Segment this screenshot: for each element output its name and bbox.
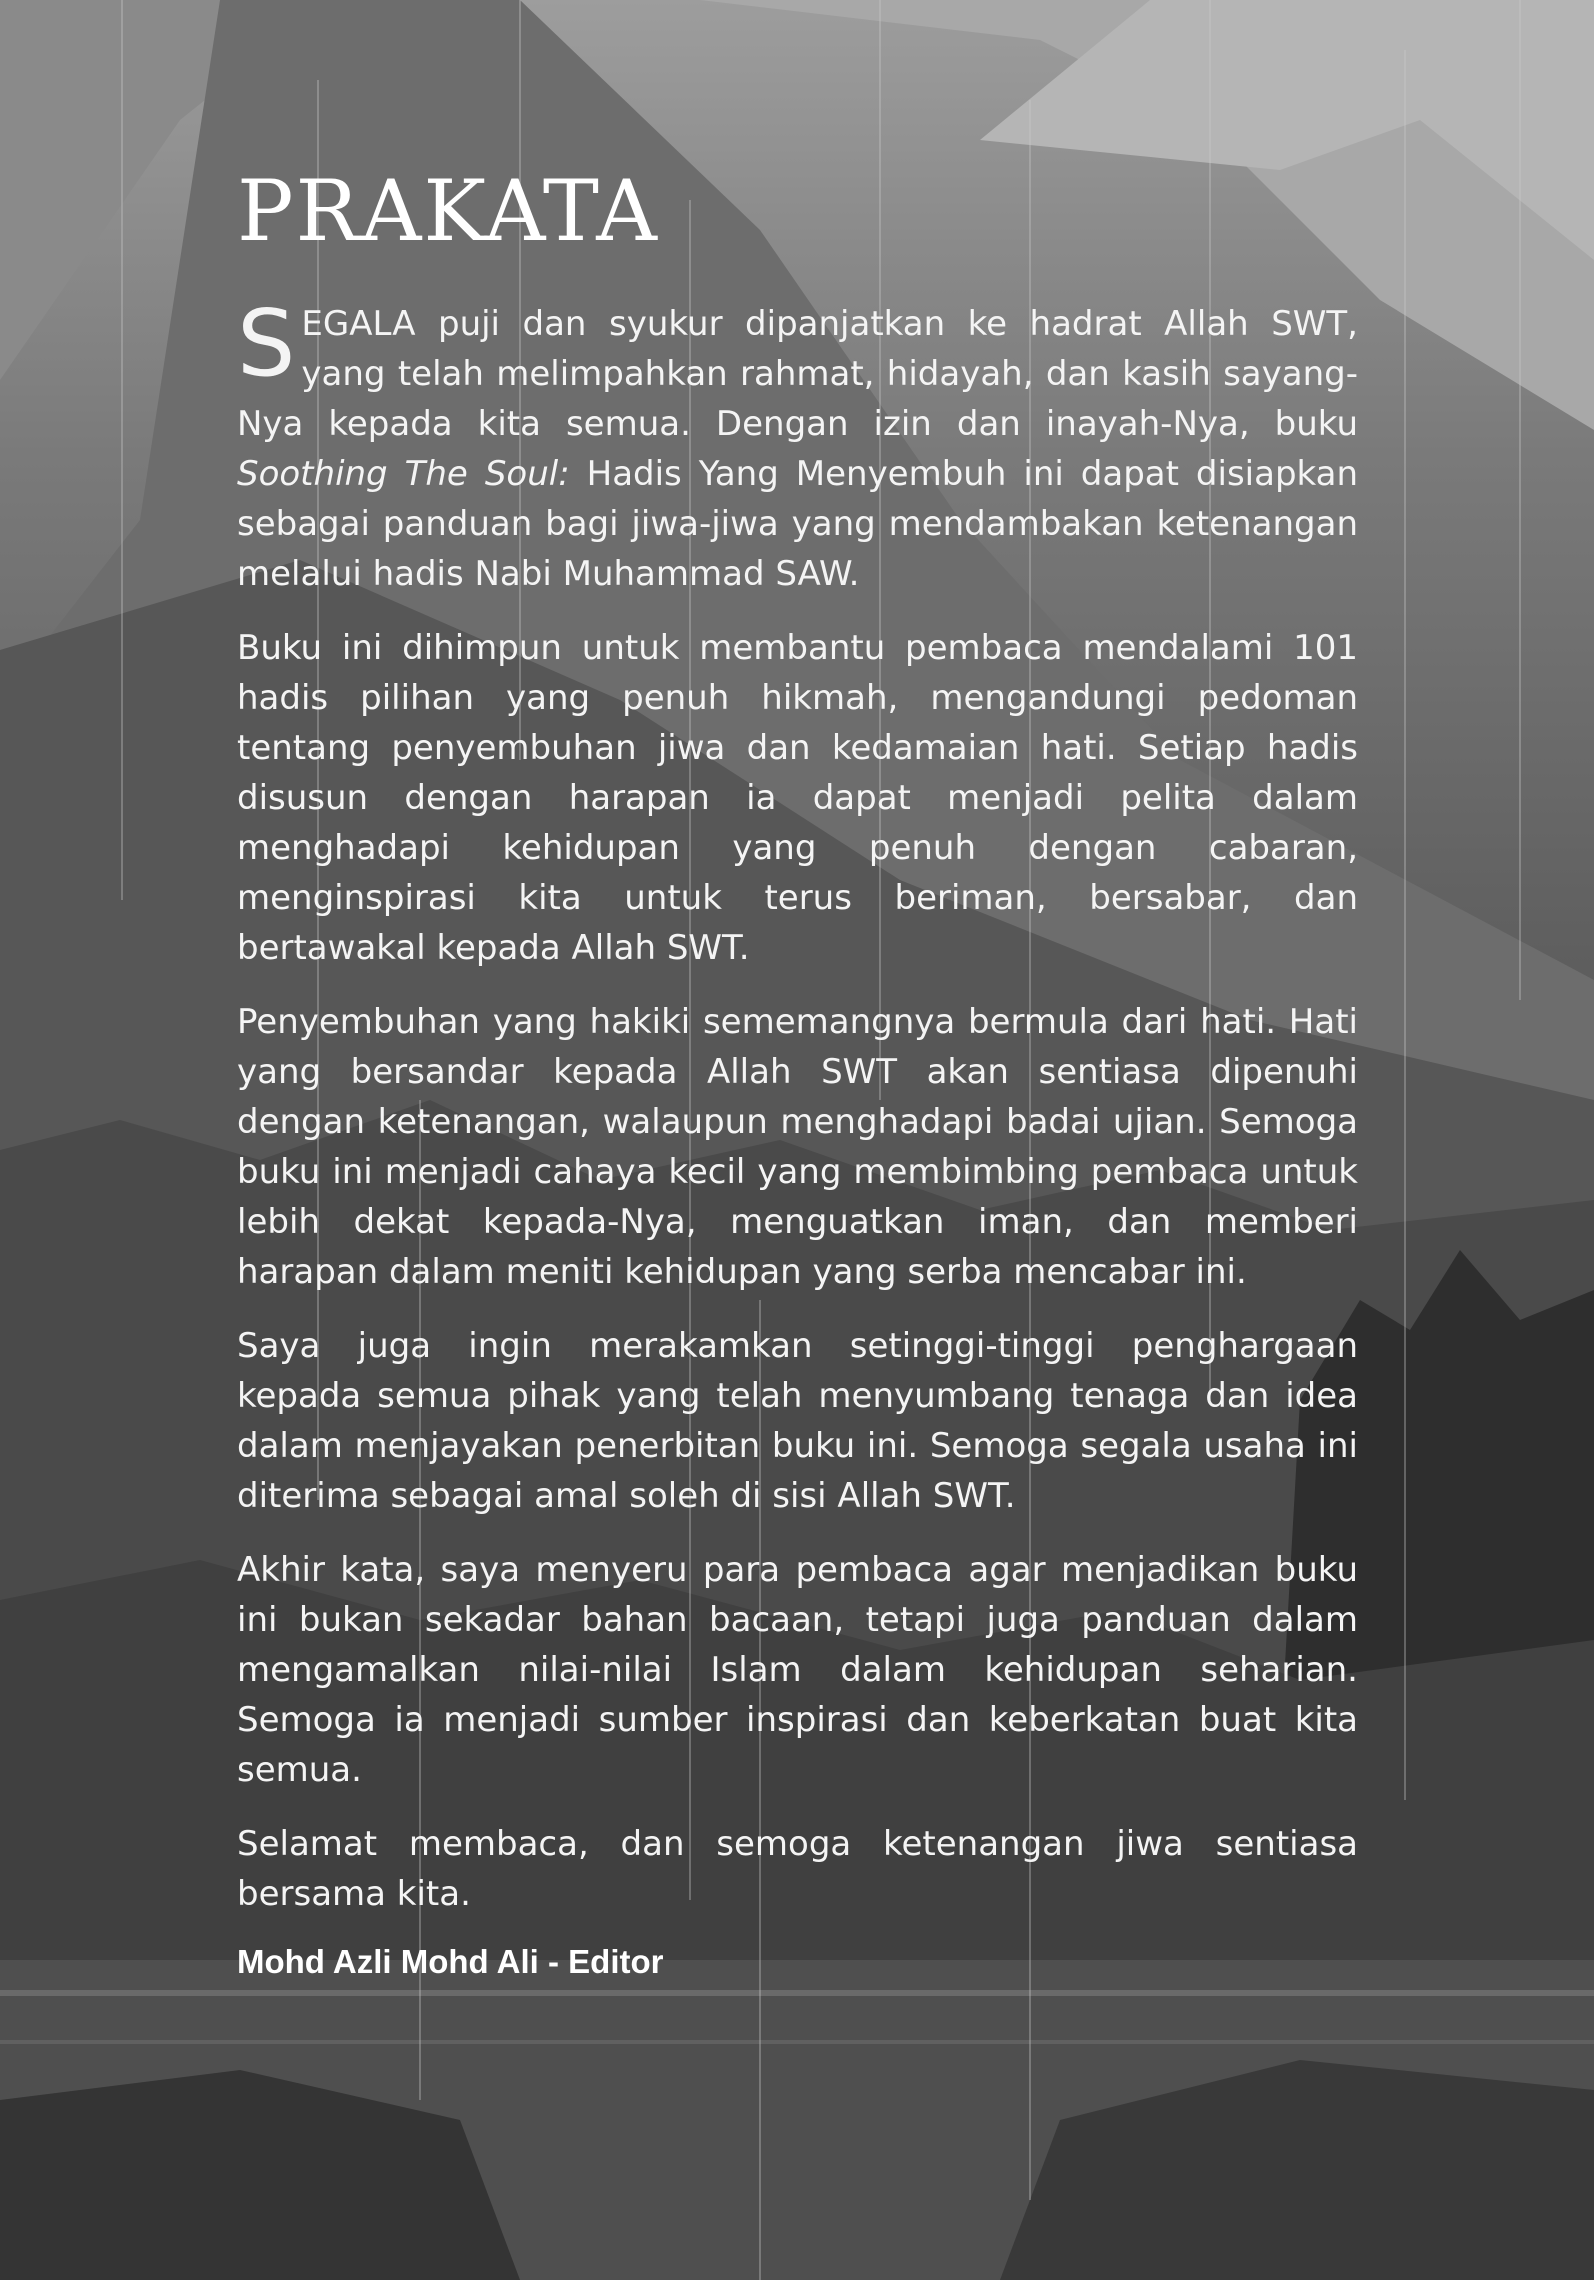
paragraph-1-rest: Hadis Yang Menyembuh ini dapat disiapkan sebagai panduan bagi jiwa-jiwa yang mendambakan ketenangan melalui hadis Nabi Muhammad SAW.: [237, 454, 1358, 595]
paragraph-4: Saya juga ingin merakamkan setinggi-tinggi penghargaan kepada semua pihak yang telah menyumbang tenaga dan idea dalam menjayakan penerbitan buku ini. Semoga segala usaha ini diterima sebagai amal soleh di sisi Allah SWT.: [237, 1326, 1358, 1517]
drop-cap-letter: S: [237, 290, 296, 398]
preface-content: [237, 162, 1358, 1981]
paragraph-6: Selamat membaca, dan semoga ketenangan jiwa sentiasa bersama kita.: [237, 1824, 1358, 1915]
paragraph-2: Buku ini dihimpun untuk membantu pembaca mendalami 101 hadis pilihan yang penuh hikmah, mengandungi pedoman tentang penyembuhan jiwa dan kedamaian hati. Setiap hadis disusun dengan harapan ia dapat menjadi pelita dalam menghadapi kehidupan yang penuh dengan cabaran, menginspirasi kita untuk terus beriman, bersabar, dan bertawakal kepada Allah SWT.: [237, 628, 1358, 969]
book-title-italic: Soothing The Soul:: [237, 454, 570, 495]
paragraph-3: Penyembuhan yang hakiki sememangnya bermula dari hati. Hati yang bersandar kepada Allah SWT akan sentiasa dipenuhi dengan ketenangan, walaupun menghadapi badai ujian. Semoga buku ini menjadi cahaya kecil yang membimbing pembaca untuk lebih dekat kepada-Nya, menguatkan iman, dan memberi harapan dalam meniti kehidupan yang serba mencabar ini.: [237, 1002, 1358, 1293]
paragraph-1-first-part: EGALA puji dan syukur dipanjatkan ke hadrat Allah SWT, yang telah melimpahkan rahmat, hidayah, dan kasih sayang-Nya kepada kita semua. Dengan izin dan inayah-Nya, buku: [237, 304, 1358, 445]
page-title: PRAKATA: [237, 162, 659, 260]
paragraph-1: [237, 290, 1358, 599]
paragraph-5: Akhir kata, saya menyeru para pembaca agar menjadikan buku ini bukan sekadar bahan bacaan, tetapi juga panduan dalam mengamalkan nilai-nilai Islam dalam kehidupan seharian. Semoga ia menjadi sumber inspirasi dan keberkatan buat kita semua.: [237, 1550, 1358, 1791]
editor-signature: Mohd Azli Mohd Ali - Editor: [237, 1943, 664, 1981]
